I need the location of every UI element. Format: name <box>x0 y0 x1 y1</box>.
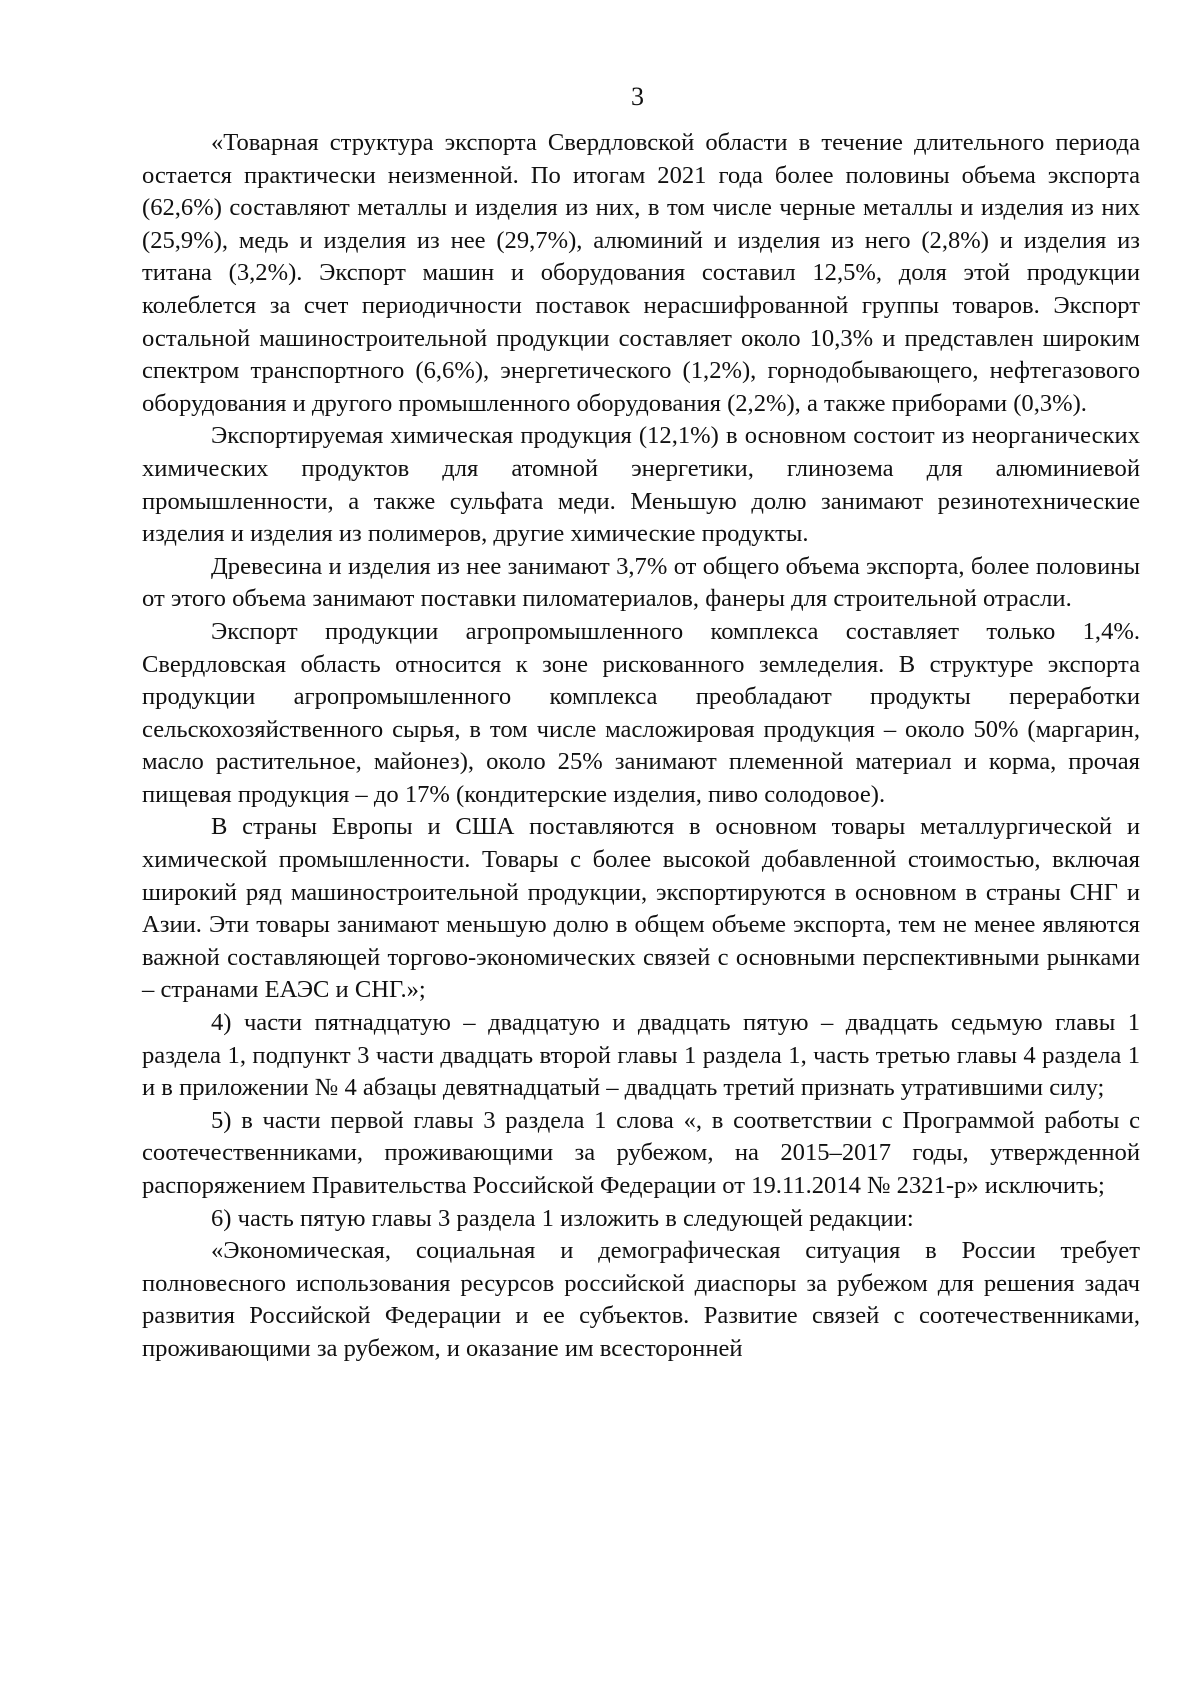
paragraph-new-wording: «Экономическая, социальная и демографическая ситуация в России требует полновесного использования ресурсов российской диаспоры за рубежом для решения задач развития Российской Федерации и ее субъектов. Развитие связей с соотечественниками, проживающими за рубежом, и оказание им всесторонней <box>142 1237 1140 1362</box>
paragraph-wood-products: Древесина и изделия из нее занимают 3,7% от общего объема экспорта, более половины от этого объема занимают поставки пиломатериалов, фанеры для строительной отрасли. <box>142 552 1140 613</box>
paragraph-item-5: 5) в части первой главы 3 раздела 1 слова «, в соответствии с Программой работы с соотечественниками, проживающими за рубежом, на 2015–2017 годы, утвержденной распоряжением Правительства Российской Федерации от 19.11.2014 № 2321-р» исключить; <box>142 1106 1140 1199</box>
paragraph-export-structure: «Товарная структура экспорта Свердловской области в течение длительного периода остается практически неизменной. По итогам 2021 года более половины объема экспорта (62,6%) составляют металлы и изделия из них, в том числе черные металлы и изделия из них (25,9%), медь и изделия из нее (29,7%), алюминий и изделия из него (2,8%) и изделия из титана (3,2%). Экспорт машин и оборудования составил 12,5%, доля этой продукции колеблется за счет периодичности поставок нерасшифрованной группы товаров. Экспорт остальной машиностроительной продукции составляет около 10,3% и представлен широким спектром транспортного (6,6%), энергетического (1,2%), горнодобывающего, нефтегазового оборудования и другого промышленного оборудования (2,2%), а также приборами (0,3%). <box>142 129 1140 417</box>
paragraph-item-6: 6) часть пятую главы 3 раздела 1 изложить в следующей редакции: <box>211 1204 914 1232</box>
page-number: 3 <box>631 82 644 111</box>
paragraph-chemical-products: Экспортируемая химическая продукция (12,1%) в основном состоит из неорганических химических продуктов для атомной энергетики, глинозема для алюминиевой промышленности, а также сульфата меди. Меньшую долю занимают резинотехнические изделия и изделия из полимеров, другие химические продукты. <box>142 422 1140 548</box>
paragraph-agro-export: Экспорт продукции агропромышленного комплекса составляет только 1,4%. Свердловская область относится к зоне рискованного земледелия. В структуре экспорта продукции агропромышленного комплекса преобладают продукты переработки сельскохозяйственного сырья, в том числе масложировая продукция – около 50% (маргарин, масло растительное, майонез), около 25% занимают племенной материал и корма, прочая пищевая продукция – до 17% (кондитерские изделия, пиво солодовое). <box>142 617 1140 808</box>
paragraph-export-destinations: В страны Европы и США поставляются в основном товары металлургической и химической промышленности. Товары с более высокой добавленной стоимостью, включая широкий ряд машиностроительной продукции, экспортируются в основном в страны СНГ и Азии. Эти товары занимают меньшую долю в общем объеме экспорта, тем не менее являются важной составляющей торгово-экономических связей с основными перспективными рынками – странами ЕАЭС и СНГ.»; <box>142 813 1140 1004</box>
document-body <box>142 127 1140 1366</box>
paragraph-item-4: 4) части пятнадцатую – двадцатую и двадцать пятую – двадцать седьмую главы 1 раздела 1, подпункт 3 части двадцать второй главы 1 раздела 1, часть третью главы 4 раздела 1 и в приложении № 4 абзацы девятнадцатый – двадцать третий признать утратившими силу; <box>142 1009 1140 1102</box>
